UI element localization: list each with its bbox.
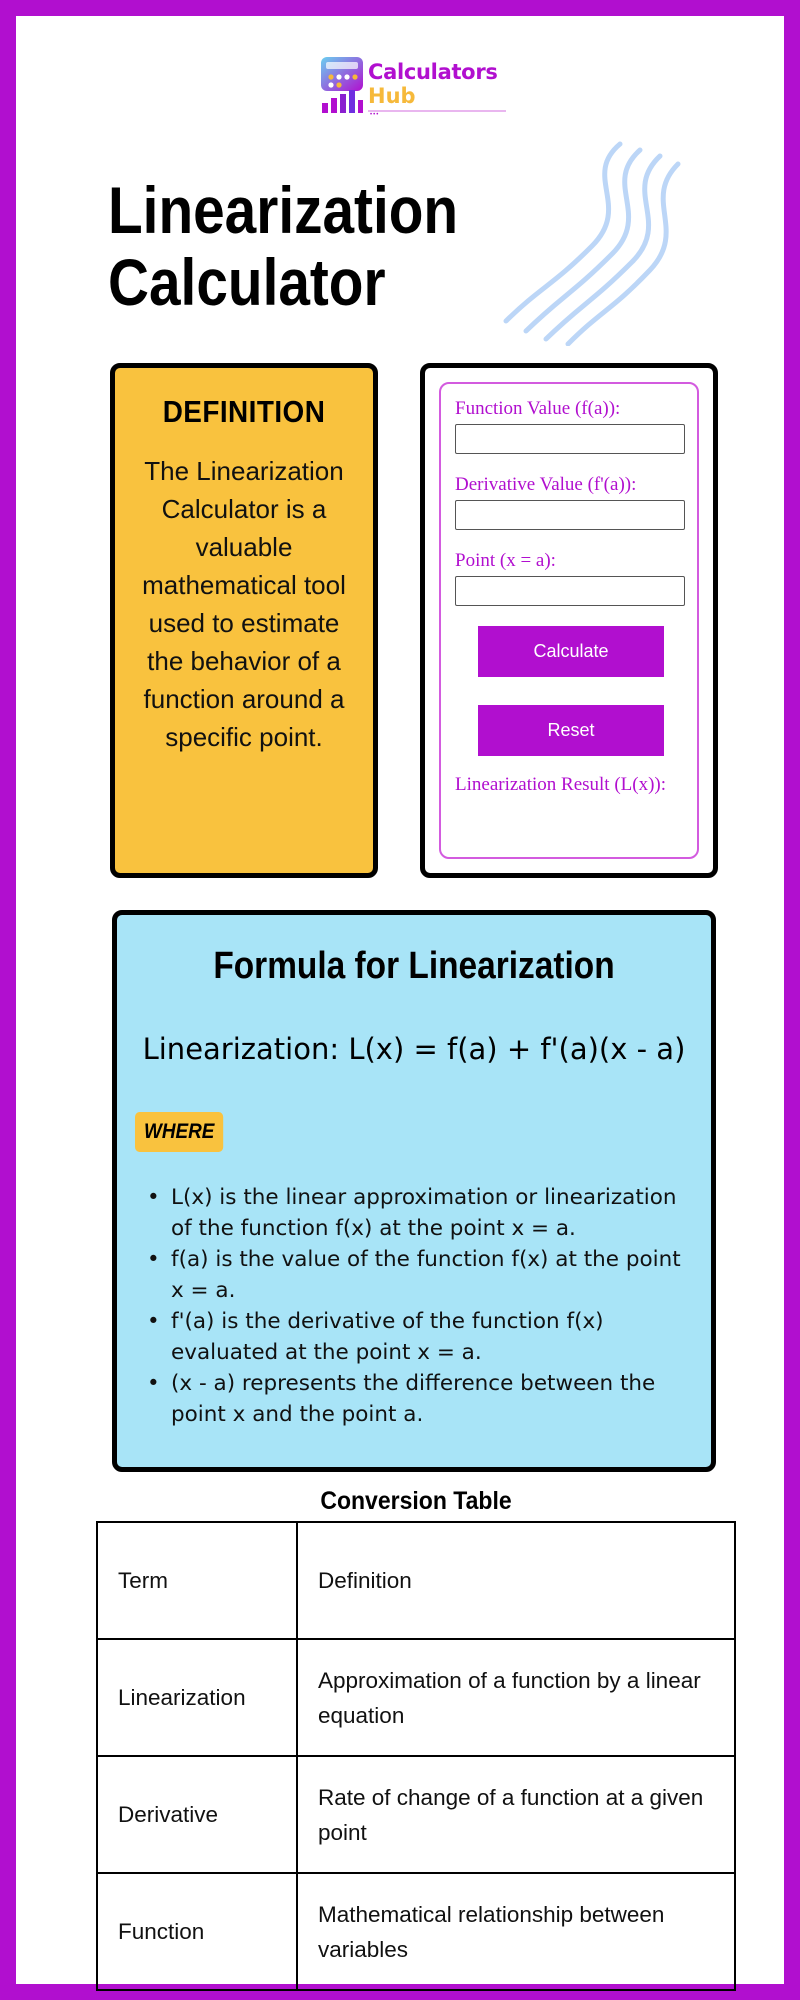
definition-heading: DEFINITION	[162, 394, 326, 429]
logo-dots: •••	[370, 112, 380, 118]
formula-variable-list	[137, 1182, 691, 1430]
table-title: Conversion Table	[320, 1487, 512, 1515]
wavy-lines-icon	[502, 136, 682, 346]
reset-button[interactable]: Reset	[478, 705, 664, 756]
derivative-value-input[interactable]	[455, 500, 685, 530]
function-value-label: Function Value (f(a)):	[455, 398, 621, 419]
logo-text-calculators: Calculators	[368, 60, 498, 84]
calculators-hub-logo[interactable]	[320, 56, 510, 116]
table-cell-definition: Rate of change of a function at a given point	[297, 1756, 735, 1873]
formula-card	[112, 910, 716, 1472]
calculator-form	[439, 382, 699, 859]
linearization-result-label: Linearization Result (L(x)):	[455, 774, 667, 795]
table-cell-term: Term	[97, 1522, 297, 1639]
calculator-card	[420, 363, 718, 878]
list-item: • f'(a) is the derivative of the function f(x) evaluated at the point x = a.	[137, 1306, 691, 1368]
list-item: • L(x) is the linear approximation or linearization of the function f(x) at the point x = a.	[137, 1182, 691, 1244]
table-cell-definition: Definition	[297, 1522, 735, 1639]
table-cell-term: Linearization	[97, 1639, 297, 1756]
derivative-value-label: Derivative Value (f'(a)):	[455, 474, 637, 495]
table-row	[97, 1756, 735, 1873]
formula-heading: Formula for Linearization	[213, 945, 615, 987]
where-badge: WHERE	[135, 1112, 223, 1152]
point-label: Point (x = a):	[455, 550, 556, 571]
definition-text: The Linearization Calculator is a valuable mathematical tool used to estimate the behavior of a function around a specific point.	[142, 456, 346, 752]
calculate-button[interactable]: Calculate	[478, 626, 664, 677]
table-row	[97, 1522, 735, 1639]
table-row	[97, 1873, 735, 1990]
table-cell-definition: Mathematical relationship between variables	[297, 1873, 735, 1990]
page-title: Linearization Calculator	[108, 173, 459, 319]
formula-equation: Linearization: L(x) = f(a) + f'(a)(x - a)	[142, 1032, 686, 1066]
list-item: • (x - a) represents the difference between the point x and the point a.	[137, 1368, 691, 1430]
logo-underline	[368, 110, 506, 112]
table-row	[97, 1639, 735, 1756]
point-input[interactable]	[455, 576, 685, 606]
table-cell-term: Derivative	[97, 1756, 297, 1873]
calculator-bars-logo-icon	[320, 56, 364, 114]
table-cell-term: Function	[97, 1873, 297, 1990]
list-item: • f(a) is the value of the function f(x) at the point x = a.	[137, 1244, 691, 1306]
logo-text-hub: Hub	[368, 84, 416, 108]
conversion-table	[96, 1521, 736, 1991]
table-cell-definition: Approximation of a function by a linear equation	[297, 1639, 735, 1756]
function-value-input[interactable]	[455, 424, 685, 454]
definition-card	[110, 363, 378, 878]
